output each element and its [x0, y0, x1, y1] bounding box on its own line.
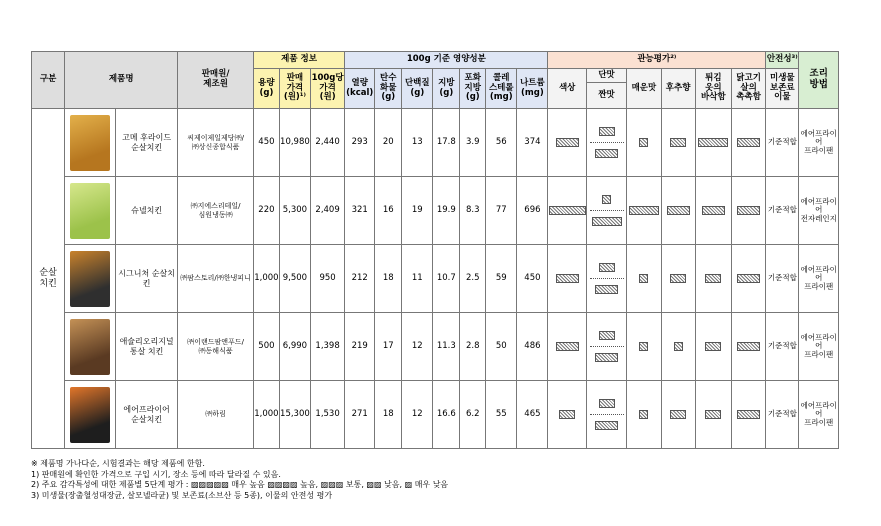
- cell-sodium: 696: [517, 177, 548, 245]
- header-fat: 지방 (g): [433, 69, 460, 109]
- header-price: 판매 가격 (원)¹⁾: [279, 69, 310, 109]
- cell-sweet-salty-rating: [586, 109, 626, 177]
- cell-sodium: 450: [517, 245, 548, 313]
- header-cholesterol: 콜레 스테롤 (mg): [486, 69, 517, 109]
- rating-salty-bar: [595, 353, 618, 362]
- footnote-safety: 3) 미생물(장출혈성대장균, 살모넬라균) 및 보존료(소브산 등 5종), 이물의 안전성 평가: [31, 490, 333, 500]
- header-group-product-info: 제품 정보: [253, 52, 344, 69]
- rating-sweet-bar: [602, 195, 611, 204]
- cell-safety: 기준적합: [766, 109, 799, 177]
- cell-crisp-rating: [695, 109, 731, 177]
- seller: 씨제이제일제당㈜/ ㈜상신종합식품: [178, 109, 254, 177]
- header-category: 구분: [32, 52, 65, 109]
- cell-sodium: 374: [517, 109, 548, 177]
- product-thumbnail-image: [70, 115, 110, 171]
- table-row: [32, 177, 839, 245]
- header-group-sensory: 관능평가²⁾: [548, 52, 766, 69]
- cell-kcal: 219: [345, 313, 375, 381]
- cell-protein: 11: [402, 245, 433, 313]
- cell-sweet-salty-rating: [586, 245, 626, 313]
- cell-carb: 16: [375, 177, 402, 245]
- footnote-price: 1) 판매원에 확인한 가격으로 구입 시기, 장소 등에 따라 달라질 수 있음.: [31, 469, 281, 479]
- cell-satfat: 3.9: [460, 109, 486, 177]
- header-color: 색상: [548, 69, 586, 109]
- cell-satfat: 2.8: [460, 313, 486, 381]
- cell-satfat: 6.2: [460, 381, 486, 449]
- rating-moist-bar: [737, 342, 760, 351]
- product-name: 애슐리오리지널 통살 치킨: [116, 313, 178, 381]
- cell-chol: 59: [486, 245, 517, 313]
- cell-carb: 20: [375, 109, 402, 177]
- cell-moist-rating: [732, 245, 766, 313]
- cell-price: 10,980: [279, 109, 310, 177]
- rating-spicy-bar: [639, 342, 648, 351]
- cell-crisp-rating: [695, 381, 731, 449]
- cell-carb: 17: [375, 313, 402, 381]
- table-body: [32, 109, 839, 449]
- cell-kcal: 212: [345, 245, 375, 313]
- product-thumbnail-image: [70, 251, 110, 307]
- cell-fat: 17.8: [433, 109, 460, 177]
- cell-sweet-salty-rating: [586, 177, 626, 245]
- cell-cook-method: 에어프라이어 프라이팬: [799, 109, 839, 177]
- cell-per100: 1,530: [310, 381, 344, 449]
- rating-sweet-bar: [599, 331, 615, 340]
- table-row: [32, 109, 839, 177]
- cell-moist-rating: [732, 177, 766, 245]
- rating-pepper-bar: [674, 342, 683, 351]
- header-safety-items: 미생물 보존료 이물: [766, 69, 799, 109]
- rating-spicy-bar: [629, 206, 659, 215]
- cell-pepper-rating: [661, 177, 695, 245]
- cell-safety: 기준적합: [766, 313, 799, 381]
- cell-fat: 16.6: [433, 381, 460, 449]
- table-row: [32, 245, 839, 313]
- cell-color-rating: [548, 381, 586, 449]
- rating-pepper-bar: [670, 410, 686, 419]
- cell-kcal: 293: [345, 109, 375, 177]
- seller: ㈜하림: [178, 381, 254, 449]
- cell-satfat: 2.5: [460, 245, 486, 313]
- cell-crisp-rating: [695, 245, 731, 313]
- product-image-cell: [65, 177, 116, 245]
- header-cook-method: 조리 방법: [799, 52, 839, 109]
- rating-color-bar: [556, 342, 579, 351]
- cell-per100: 2,409: [310, 177, 344, 245]
- rating-pepper-bar: [670, 138, 686, 147]
- cell-chol: 77: [486, 177, 517, 245]
- cell-spicy-rating: [627, 313, 661, 381]
- cell-volume: 450: [253, 109, 279, 177]
- rating-crisp-bar: [698, 138, 728, 147]
- cell-price: 9,500: [279, 245, 310, 313]
- cell-sweet-salty-rating: [586, 381, 626, 449]
- rating-spicy-bar: [639, 274, 648, 283]
- product-thumbnail-image: [70, 319, 110, 375]
- cell-volume: 1,000: [253, 245, 279, 313]
- footnotes: [31, 459, 448, 501]
- cell-pepper-rating: [661, 381, 695, 449]
- product-name: 슈넬치킨: [116, 177, 178, 245]
- seller: ㈜팜스토리/㈜한냉피니: [178, 245, 254, 313]
- cell-volume: 1,000: [253, 381, 279, 449]
- rating-crisp-bar: [705, 410, 721, 419]
- cell-volume: 500: [253, 313, 279, 381]
- cell-moist-rating: [732, 109, 766, 177]
- cell-sodium: 486: [517, 313, 548, 381]
- cell-kcal: 321: [345, 177, 375, 245]
- rating-crisp-bar: [705, 274, 721, 283]
- header-kcal: 열량 (kcal): [345, 69, 375, 109]
- cell-carb: 18: [375, 381, 402, 449]
- cell-chol: 50: [486, 313, 517, 381]
- cell-carb: 18: [375, 245, 402, 313]
- cell-crisp-rating: [695, 177, 731, 245]
- header-sweet: 단맛: [586, 69, 626, 83]
- table-row: [32, 313, 839, 381]
- rating-moist-bar: [737, 274, 760, 283]
- cell-protein: 13: [402, 109, 433, 177]
- category-cell: 순살 치킨: [32, 109, 65, 449]
- cell-sweet-salty-rating: [586, 313, 626, 381]
- cell-cook-method: 에어프라이어 프라이팬: [799, 381, 839, 449]
- product-name: 에어프라이어 순살치킨: [116, 381, 178, 449]
- cell-moist-rating: [732, 313, 766, 381]
- product-name: 시그니처 순살치킨: [116, 245, 178, 313]
- rating-sweet-bar: [599, 127, 615, 136]
- product-thumbnail-image: [70, 183, 110, 239]
- cell-protein: 12: [402, 313, 433, 381]
- header-salty: 짠맛: [586, 83, 626, 109]
- rating-pepper-bar: [670, 274, 686, 283]
- rating-moist-bar: [737, 410, 760, 419]
- seller: ㈜지에스리테일/ 심원냉동㈜: [178, 177, 254, 245]
- cell-satfat: 8.3: [460, 177, 486, 245]
- cell-spicy-rating: [627, 245, 661, 313]
- cell-cook-method: 에어프라이어 프라이팬: [799, 245, 839, 313]
- rating-color-bar: [556, 274, 579, 283]
- product-image-cell: [65, 245, 116, 313]
- product-image-cell: [65, 313, 116, 381]
- cell-safety: 기준적합: [766, 245, 799, 313]
- product-comparison-table: [31, 51, 839, 449]
- rating-pepper-bar: [667, 206, 690, 215]
- header-pepper: 후추향: [661, 69, 695, 109]
- cell-price: 6,990: [279, 313, 310, 381]
- header-protein: 단백질 (g): [402, 69, 433, 109]
- cell-chol: 56: [486, 109, 517, 177]
- rating-spicy-bar: [639, 410, 648, 419]
- rating-color-bar: [549, 206, 586, 215]
- cell-color-rating: [548, 109, 586, 177]
- cell-per100: 2,440: [310, 109, 344, 177]
- header-price-per-100g: 100g당 가격 (원): [310, 69, 344, 109]
- cell-cook-method: 에어프라이어 전자레인지: [799, 177, 839, 245]
- product-name: 고메 후라이드 순살치킨: [116, 109, 178, 177]
- cell-color-rating: [548, 177, 586, 245]
- cell-kcal: 271: [345, 381, 375, 449]
- rating-color-bar: [556, 138, 579, 147]
- cell-protein: 12: [402, 381, 433, 449]
- header-seller: 판매원/ 제조원: [178, 52, 254, 109]
- cell-price: 5,300: [279, 177, 310, 245]
- cell-fat: 11.3: [433, 313, 460, 381]
- cell-moist-rating: [732, 381, 766, 449]
- product-comparison-table-container: [31, 51, 839, 449]
- cell-per100: 950: [310, 245, 344, 313]
- cell-fat: 10.7: [433, 245, 460, 313]
- header-volume: 용량 (g): [253, 69, 279, 109]
- cell-pepper-rating: [661, 245, 695, 313]
- cell-color-rating: [548, 245, 586, 313]
- rating-crisp-bar: [702, 206, 725, 215]
- footnote-sensory-scale: 2) 주요 감각특성에 대한 제품별 5단계 평가 : ▨▨▨▨▨ 매우 높음 ▨▨▨▨ 높음, ▨▨▨ 보통, ▨▨ 낮음, ▨ 매우 낮음: [31, 480, 449, 489]
- table-row: [32, 381, 839, 449]
- product-image-cell: [65, 109, 116, 177]
- rating-salty-bar: [595, 285, 618, 294]
- header-moistness: 닭고기 살의 촉촉함: [732, 69, 766, 109]
- footnote-order: ※ 제품명 가나다순, 시험결과는 해당 제품에 한함.: [31, 459, 205, 468]
- rating-moist-bar: [737, 138, 760, 147]
- cell-crisp-rating: [695, 313, 731, 381]
- rating-spicy-bar: [639, 138, 648, 147]
- cell-protein: 19: [402, 177, 433, 245]
- header-carb: 탄수 화물 (g): [375, 69, 402, 109]
- header-group-nutrition: 100g 기준 영양성분: [345, 52, 548, 69]
- rating-sweet-bar: [599, 399, 615, 408]
- seller: ㈜이랜드팜앤푸드/ ㈜동해식품: [178, 313, 254, 381]
- cell-spicy-rating: [627, 109, 661, 177]
- cell-volume: 220: [253, 177, 279, 245]
- cell-per100: 1,398: [310, 313, 344, 381]
- header-crispness: 튀김 옷의 바삭함: [695, 69, 731, 109]
- header-spicy: 매운맛: [627, 69, 661, 109]
- rating-crisp-bar: [705, 342, 721, 351]
- cell-spicy-rating: [627, 381, 661, 449]
- cell-pepper-rating: [661, 313, 695, 381]
- cell-color-rating: [548, 313, 586, 381]
- cell-safety: 기준적합: [766, 381, 799, 449]
- rating-salty-bar: [595, 421, 618, 430]
- header-product-name: 제품명: [65, 52, 178, 109]
- rating-sweet-bar: [599, 263, 615, 272]
- cell-sodium: 465: [517, 381, 548, 449]
- rating-moist-bar: [737, 206, 760, 215]
- header-saturated-fat: 포화 지방 (g): [460, 69, 486, 109]
- cell-safety: 기준적합: [766, 177, 799, 245]
- rating-salty-bar: [595, 149, 618, 158]
- cell-spicy-rating: [627, 177, 661, 245]
- cell-price: 15,300: [279, 381, 310, 449]
- rating-color-bar: [559, 410, 575, 419]
- product-image-cell: [65, 381, 116, 449]
- cell-fat: 19.9: [433, 177, 460, 245]
- header-sodium: 나트륨 (mg): [517, 69, 548, 109]
- product-thumbnail-image: [70, 387, 110, 443]
- rating-salty-bar: [592, 217, 622, 226]
- cell-chol: 55: [486, 381, 517, 449]
- cell-cook-method: 에어프라이어 프라이팬: [799, 313, 839, 381]
- header-group-safety: 안전성³⁾: [766, 52, 799, 69]
- cell-pepper-rating: [661, 109, 695, 177]
